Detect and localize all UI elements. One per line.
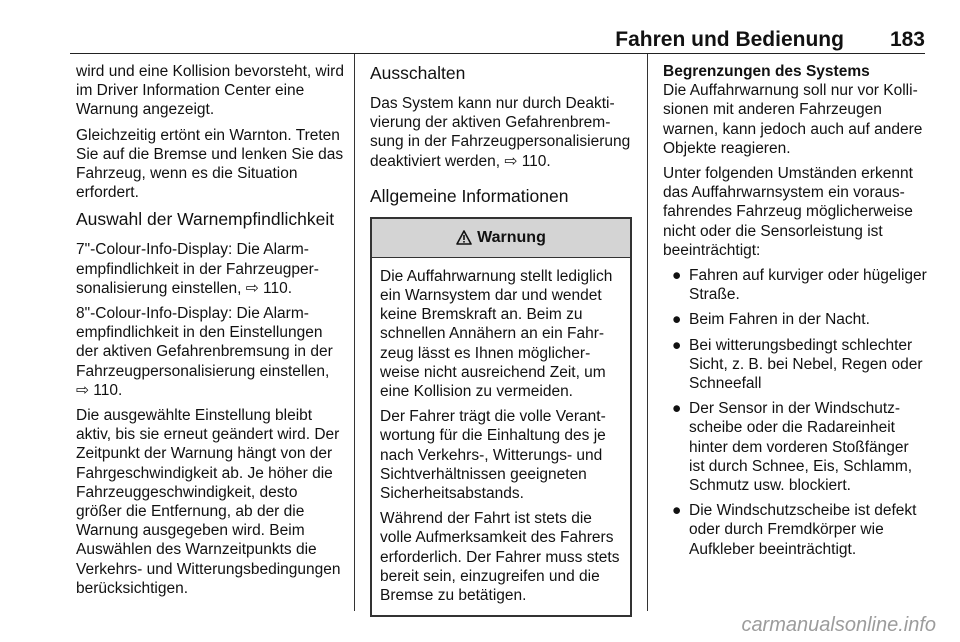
paragraph: wird und eine Kollision bevorsteht, wird im Driver Information Center eine Warnung angezeigt.: [76, 63, 344, 119]
warning-body: [372, 258, 630, 615]
paragraph: Gleichzeitig ertönt ein Warnton. Treten Sie auf die Bremse und lenken Sie das Fahrzeug, wenn es die Situation erfordert.: [76, 126, 344, 202]
bullet-icon: ●: [672, 336, 682, 354]
section-heading: Allgemeine Informationen: [370, 185, 569, 206]
warning-paragraph: Die Auffahrwarnung stellt lediglich ein Warnsystem dar und wendet keine Bremskraft an. Beim zu schnellen Annähern an ein Fahrzeug lässt es Ihnen möglicherweise nicht ausreichend Zeit, um eine Kollision zu vermeiden.: [380, 267, 613, 401]
bullet-icon: ●: [672, 311, 682, 329]
bullet-icon: ●: [672, 400, 682, 418]
warning-paragraph: Während der Fahrt ist stets die volle Aufmerksamkeit des Fahrers erforderlich. Der Fahrer muss stets bereit sein, einzugreifen und die Bremse zu betätigen.: [380, 510, 620, 605]
bullet-list: [663, 266, 928, 559]
paragraph: Die Auffahrwarnung soll nur vor Kollisionen mit anderen Fahrzeugen warnen, kann jedoch auch auf andere Objekte reagieren.: [663, 82, 923, 157]
warning-triangle-icon: [456, 230, 472, 245]
paragraph: 7"-Colour-Info-Display: Die Alarmempfindlichkeit in der Fahrzeugpersonalisierung einstellen, ⇨ 110.: [76, 241, 319, 297]
column-1: [76, 62, 346, 604]
bullet-icon: ●: [672, 267, 682, 285]
column-divider-2: [647, 54, 648, 611]
section-heading: Ausschalten: [370, 63, 466, 83]
list-item: ● Bei witterungsbedingt schlechter Sicht, z. B. bei Nebel, Regen oder Schneefall: [672, 336, 923, 393]
paragraph: Die ausgewählte Einstellung bleibt aktiv, bis sie erneut geändert wird. Der Zeitpunkt der Warnung hängt von der Fahrgeschwindigkeit ab. Je höher die Fahrzeuggeschwindigkeit, desto größer die Entfernung, ab der die Warnung ausgegeben wird. Beim Auswählen des Warnzeitpunkts die Verkehrs- und Witterungsbedingungen berücksichtigen.: [76, 407, 341, 597]
warning-paragraph: Der Fahrer trägt die volle Verantwortung für die Einhaltung des je nach Verkehrs-, Witterungs- und Sichtverhältnissen geeigneten Sicherheitsabstands.: [380, 408, 606, 503]
column-divider-1: [354, 54, 355, 611]
header-rule: [70, 53, 925, 54]
section-title: Fahren und Bedienung: [615, 28, 844, 51]
list-item: ● Beim Fahren in der Nacht.: [672, 311, 870, 329]
warning-header: [372, 219, 630, 258]
list-item: ● Die Windschutzscheibe ist defekt oder durch Fremdkörper wie Aufkleber beeinträchtigt.: [672, 502, 917, 558]
page-number: 183: [889, 28, 925, 51]
warning-box: [370, 217, 632, 617]
watermark: carmanualsonline.info: [741, 614, 936, 636]
subsection-heading: Begrenzungen des Systems: [663, 63, 870, 80]
list-item: ● Fahren auf kurviger oder hügeliger Straße.: [672, 267, 927, 304]
column-3: [663, 62, 928, 565]
warning-title: Warnung: [477, 229, 546, 247]
page-header: [70, 28, 925, 54]
paragraph: 8"-Colour-Info-Display: Die Alarmempfindlichkeit in den Einstellungen der aktiven Gefahrenbremsung in der Fahrzeugpersonalisierung einstellen, ⇨ 110.: [76, 305, 333, 399]
list-item: ● Der Sensor in der Windschutzscheibe oder die Radareinheit hinter dem vorderen Stoßfänger ist durch Schnee, Eis, Schlamm, Schmutz usw. blockiert.: [672, 400, 913, 495]
paragraph: Das System kann nur durch Deaktivierung der aktiven Gefahrenbremsung in der Fahrzeugpersonalisierung deaktiviert werden, ⇨ 110.: [370, 95, 631, 170]
bullet-icon: ●: [672, 502, 682, 520]
column-2: [370, 62, 632, 617]
paragraph: Unter folgenden Umständen erkennt das Auffahrwarnsystem ein vorausfahrendes Fahrzeug möglicherweise nicht oder die Sensorleistung ist beeinträchtigt:: [663, 165, 913, 259]
section-heading: Auswahl der Warnempfindlichkeit: [76, 209, 335, 230]
